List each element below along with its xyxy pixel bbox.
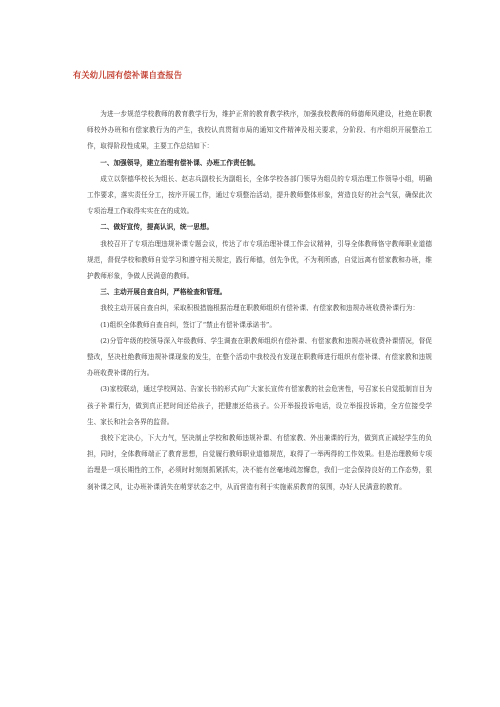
- body-paragraph: (2)分管年级的校领导深入年级教师、学生调查在职教师组织有偿补课、有偿家教和违规办班收费补课情况，督促整改，坚决杜绝教师违规补课现象的发生，在整个活动中我校没有发现在职教师进行组织有偿补课、有偿家教和违规办班收费补课的行为。: [87, 336, 432, 378]
- body-paragraph: (3)家校联动，通过学校网站、告家长书的形式向广大家长宣传有偿家教的社会危害性，号召家长自觉抵制盲目为孩子补课行为，做到真正把时间还给孩子，把健康还给孩子。公开举报投诉电话，设立举报投诉箱，全方位接受学生、家长和社会各界的监督。: [87, 385, 432, 426]
- section-heading: 一、加强领导，建立治理有偿补课、办班工作责任制。: [100, 158, 260, 167]
- section-heading: 二、做好宣传，提高认识，统一思想。: [100, 223, 214, 232]
- body-paragraph: (1)组织全体教师自查自纠，签订了“禁止有偿补课承诺书”。: [100, 320, 276, 329]
- document-body: [87, 106, 432, 495]
- body-paragraph: 为进一步规范学校教师的教育教学行为，维护正常的教育教学秩序，加强我校教师的师德师风建设，杜绝在职教师校外办班和有偿家教行为的产生，我校认真贯彻市局的通知文件精神及相关要求，分阶段、有序组织开展整治工作，取得阶段性成果，主要工作总结如下：: [87, 110, 432, 151]
- body-paragraph: 成立以祭德华校长为组长、赵志兵副校长为副组长，全体学校各部门领导为组员的专项治理工作领导小组，明确工作要求，落实责任分工，按序开展工作，通过专项整治活动，提升教师整体形象，营造良好的社会气氛，确保此次专项治理工作取得实实在在的成效。: [87, 174, 432, 216]
- body-paragraph: 我校下定决心，下大力气，坚决制止学校和教师违规补课、有偿家教、外出兼课的行为，做到真正减轻学生的负担，同时，全体教师端正了教育思想，自觉履行教师职业道德规范，取得了一举两得的工作效果。但是治理教师专项治理是一项长期性的工作，必须时时刻刻抓紧抓实，决不能有丝毫地疏忽懈怠，我们一定会保持良好的工作态势，狠刹补课之风，让办班补课消失在萌芽状态之中，从而营造有利于实施素质教育的氛围，办好人民满意的教育。: [87, 434, 432, 491]
- body-paragraph: 我校主动开展自查自纠，采取积极措施根据治理在职教师组织有偿补课、有偿家教和违规办班收费补课行为：: [100, 304, 420, 313]
- body-paragraph: 我校召开了专项治理违规补课专题会议，传达了市专项治理补课工作会议精神，引导全体教师恪守教师职业道德规范，督促学校和教师自觉学习和遵守相关规定，践行师德，创先争优，不为利所惑，自觉远离有偿家教和办班，维护教师形象，争做人民满意的教师。: [87, 239, 432, 281]
- document-title: 有关幼儿园有偿补课自查报告: [73, 70, 183, 80]
- section-heading: 三、主动开展自查自纠，严格检查和管理。: [100, 288, 227, 297]
